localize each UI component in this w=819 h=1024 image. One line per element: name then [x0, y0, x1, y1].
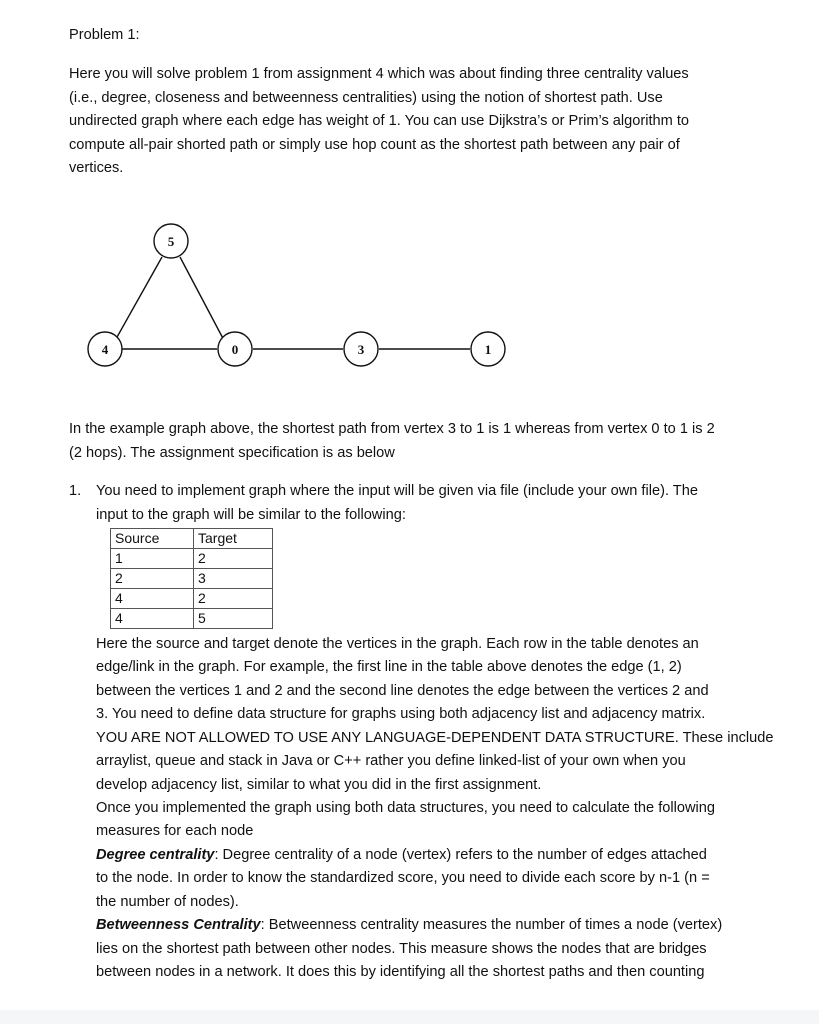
body-line: edge/link in the graph. For example, the first line in the table above denotes the edge (1, 2) — [96, 659, 682, 675]
intro-line: (i.e., degree, closeness and betweenness centralities) using the notion of shortest path. Use — [69, 90, 663, 106]
body-line: measures for each node — [96, 823, 254, 839]
example-line: In the example graph above, the shortest path from vertex 3 to 1 is 1 whereas from vertex 0 to 1 is 2 — [69, 421, 715, 437]
degree-term: Degree centrality — [96, 847, 215, 863]
intro-line: vertices. — [69, 160, 124, 176]
table-cell: 4 — [111, 589, 194, 609]
example-line: (2 hops). The assignment specification is as below — [69, 445, 395, 461]
table-row — [111, 569, 273, 589]
intro-line: undirected graph where each edge has weight of 1. You can use Dijkstra’s or Prim’s algorithm to — [69, 113, 690, 129]
betweenness-definition — [96, 917, 722, 933]
betweenness-term: Betweenness Centrality — [96, 917, 261, 933]
problem-heading: Problem 1: — [69, 27, 140, 43]
table-header: Target — [194, 529, 273, 549]
graph-edge — [112, 257, 162, 346]
body-line: arraylist, queue and stack in Java or C++ rather you define linked-list of your own when you — [96, 753, 686, 769]
edge-table — [110, 528, 273, 629]
body-line: develop adjacency list, similar to what you did in the first assignment. — [96, 777, 542, 793]
list-number: 1. — [69, 483, 82, 499]
page-bottom-edge — [0, 1010, 819, 1024]
item-line: You need to implement graph where the input will be given via file (include your own file). The — [96, 483, 698, 499]
body-line: between nodes in a network. It does this by identifying all the shortest paths and then counting — [96, 964, 705, 980]
betweenness-text: : Betweenness centrality measures the number of times a node (vertex) — [260, 917, 723, 933]
body-line: between the vertices 1 and 2 and the second line denotes the edge between the vertices 2 and — [96, 683, 709, 699]
item-line: input to the graph will be similar to the following: — [96, 507, 406, 523]
degree-text: : Degree centrality of a node (vertex) refers to the number of edges attached — [214, 847, 707, 863]
body-line: the number of nodes). — [96, 894, 239, 910]
table-row — [111, 549, 273, 569]
graph-node-label: 0 — [231, 342, 239, 357]
body-line: to the node. In order to know the standardized score, you need to divide each score by n-1 (n = — [96, 870, 710, 886]
table-cell: 2 — [194, 549, 273, 569]
degree-definition — [96, 847, 707, 863]
table-cell: 2 — [194, 589, 273, 609]
intro-line: Here you will solve problem 1 from assignment 4 which was about finding three centrality values — [69, 66, 689, 82]
table-cell: 4 — [111, 609, 194, 629]
table-row — [111, 609, 273, 629]
table-cell: 1 — [111, 549, 194, 569]
table-row — [111, 589, 273, 609]
graph-node-label: 1 — [484, 342, 492, 357]
body-line: lies on the shortest path between other nodes. This measure shows the nodes that are bridges — [96, 941, 707, 957]
table-cell: 5 — [194, 609, 273, 629]
graph-node-label: 4 — [101, 342, 109, 357]
body-line: Here the source and target denote the vertices in the graph. Each row in the table denotes an — [96, 636, 699, 652]
body-line: 3. You need to define data structure for graphs using both adjacency list and adjacency matrix. — [96, 706, 706, 722]
body-line: YOU ARE NOT ALLOWED TO USE ANY LANGUAGE-DEPENDENT DATA STRUCTURE. These include — [96, 730, 774, 746]
table-header: Source — [111, 529, 194, 549]
intro-line: compute all-pair shorted path or simply use hop count as the shortest path between any pair of — [69, 137, 680, 153]
body-line: Once you implemented the graph using both data structures, you need to calculate the following — [96, 800, 715, 816]
table-cell: 3 — [194, 569, 273, 589]
graph-edge — [180, 257, 227, 346]
graph-node-label: 3 — [357, 342, 365, 357]
table-header-row — [111, 529, 273, 549]
graph-node-label: 5 — [167, 234, 175, 249]
example-graph — [80, 222, 520, 372]
table-cell: 2 — [111, 569, 194, 589]
